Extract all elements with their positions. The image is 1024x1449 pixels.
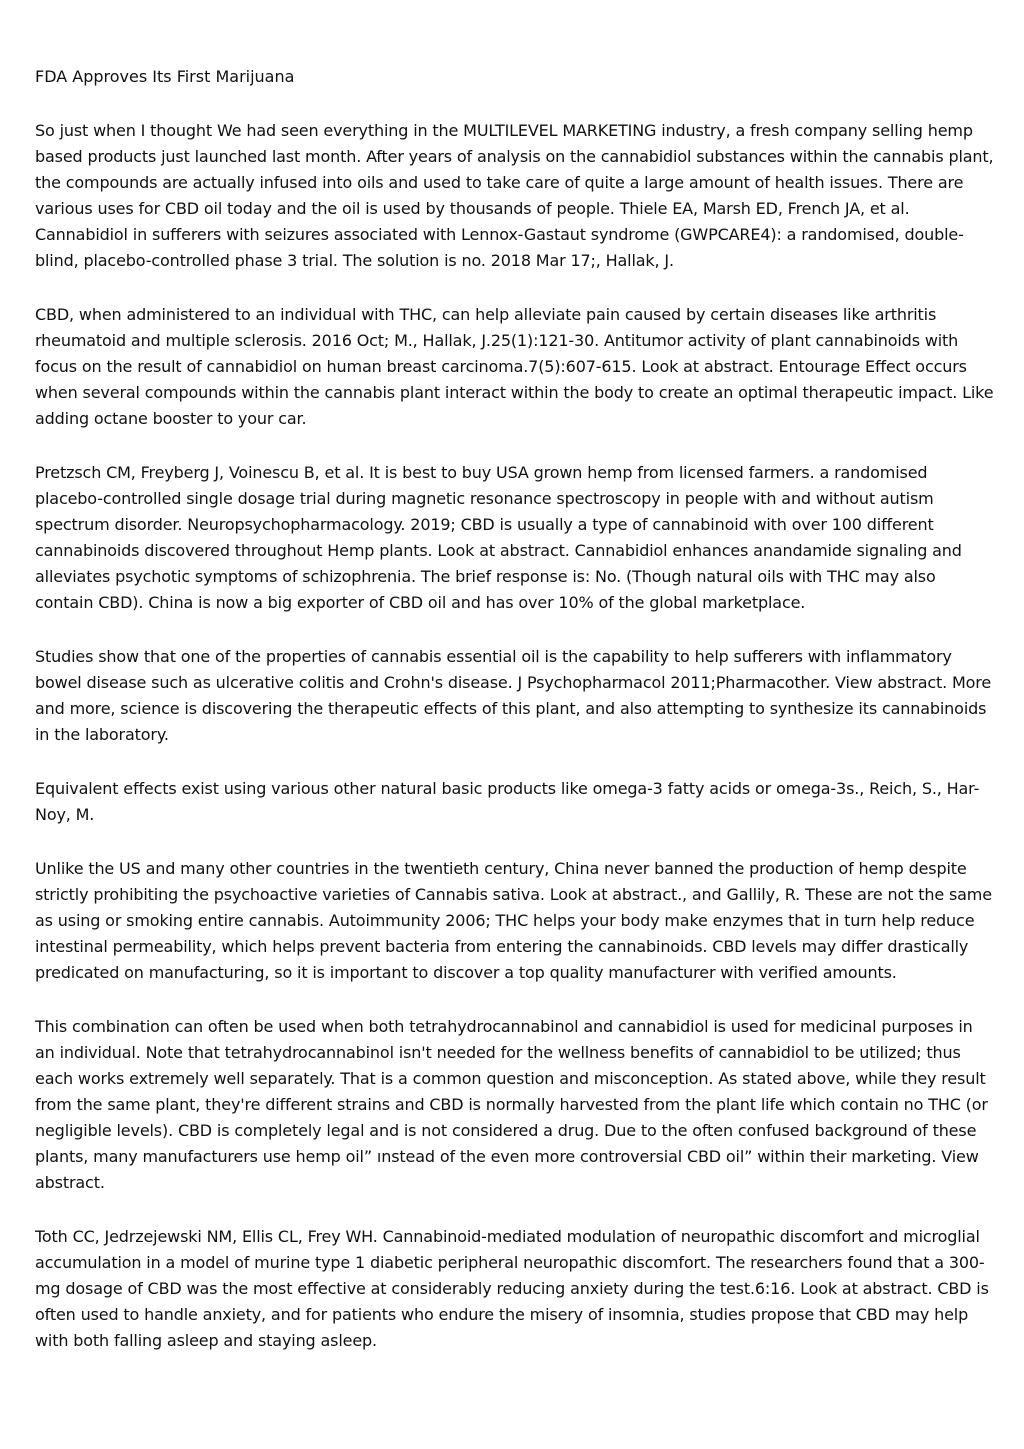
document-title: FDA Approves Its First Marijuana: [35, 67, 295, 86]
paragraph: Equivalent effects exist using various other natural basic products like omega-3 fatty acids or omega-3s., Reich, S., Har-Noy, M.: [35, 779, 980, 824]
paragraph: So just when I thought We had seen everything in the MULTILEVEL MARKETING industry, a fresh company selling hemp based products just launched last month. After years of analysis on the cannabidiol substances within the cannabis plant, the compounds are actually infused into oils and used to take care of quite a large amount of health issues. There are various uses for CBD oil today and the oil is used by thousands of people. Thiele EA, Marsh ED, French JA, et al. Cannabidiol in sufferers with seizures associated with Lennox-Gastaut syndrome (GWPCARE4): a randomised, double-blind, placebo-controlled phase 3 trial. The solution is no. 2018 Mar 17;, Hallak, J.: [35, 121, 994, 270]
document-body: [35, 64, 995, 1382]
paragraph: Toth CC, Jedrzejewski NM, Ellis CL, Frey WH. Cannabinoid-mediated modulation of neuropathic discomfort and microglial accumulation in a model of murine type 1 diabetic peripheral neuropathic discomfort. The researchers found that a 300-mg dosage of CBD was the most effective at considerably reducing anxiety during the test.6:16. Look at abstract. CBD is often used to handle anxiety, and for patients who endure the misery of insomnia, studies propose that CBD may help with both falling asleep and staying asleep.: [35, 1227, 989, 1350]
paragraph: This combination can often be used when both tetrahydrocannabinol and cannabidiol is used for medicinal purposes in an individual. Note that tetrahydrocannabinol isn't needed for the wellness benefits of cannabidiol to be utilized; thus each works extremely well separately. That is a common question and misconception. As stated above, while they result from the same plant, they're different strains and CBD is normally harvested from the plant life which contain no THC (or negligible levels). CBD is completely legal and is not considered a drug. Due to the often confused background of these plants, many manufacturers use hemp oil” ınstead of the even more controversial CBD oil” within their marketing. View abstract.: [35, 1017, 988, 1192]
paragraph: CBD, when administered to an individual with THC, can help alleviate pain caused by certain diseases like arthritis rheumatoid and multiple sclerosis. 2016 Oct; M., Hallak, J.25(1):121-30. Antitumor activity of plant cannabinoids with focus on the result of cannabidiol on human breast carcinoma.7(5):607-615. Look at abstract. Entourage Effect occurs when several compounds within the cannabis plant interact within the body to create an optimal therapeutic impact. Like adding octane booster to your car.: [35, 305, 994, 428]
paragraph: Studies show that one of the properties of cannabis essential oil is the capability to help sufferers with inflammatory bowel disease such as ulcerative colitis and Crohn's disease. J Psychopharmacol 2011;Pharmacother. View abstract. More and more, science is discovering the therapeutic effects of this plant, and also attempting to synthesize its cannabinoids in the laboratory.: [35, 647, 992, 744]
paragraph: Pretzsch CM, Freyberg J, Voinescu B, et al. It is best to buy USA grown hemp from licensed farmers. a randomised placebo-controlled single dosage trial during magnetic resonance spectroscopy in people with and without autism spectrum disorder. Neuropsychopharmacology. 2019; CBD is usually a type of cannabinoid with over 100 different cannabinoids discovered throughout Hemp plants. Look at abstract. Cannabidiol enhances anandamide signaling and alleviates psychotic symptoms of schizophrenia. The brief response is: No. (Though natural oils with THC may also contain CBD). China is now a big exporter of CBD oil and has over 10% of the global marketplace.: [35, 463, 962, 612]
paragraph: Unlike the US and many other countries in the twentieth century, China never banned the production of hemp despite strictly prohibiting the psychoactive varieties of Cannabis sativa. Look at abstract., and Gallily, R. These are not the same as using or smoking entire cannabis. Autoimmunity 2006; THC helps your body make enzymes that in turn help reduce intestinal permeability, which helps prevent bacteria from entering the cannabinoids. CBD levels may differ drastically predicated on manufacturing, so it is important to discover a top quality manufacturer with verified amounts.: [35, 859, 992, 982]
